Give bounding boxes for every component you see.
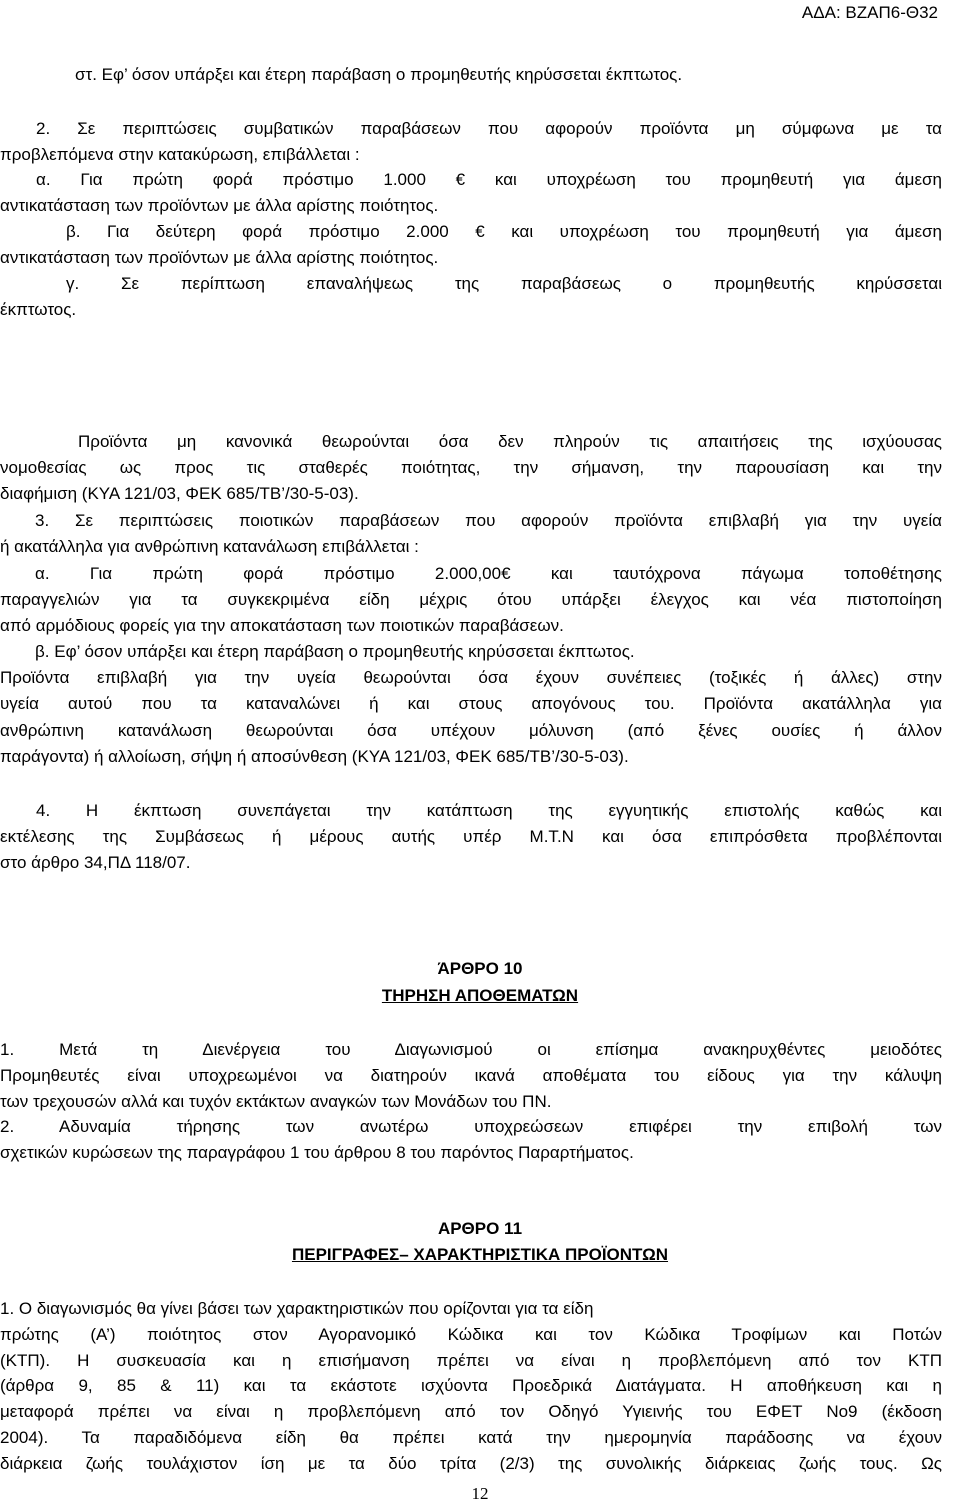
text-line: 1. Ο διαγωνισμός θα γίνει βάσει των χαρακτηριστικών που ορίζονται για τα είδη [0, 1299, 594, 1318]
text-line: (άρθρα 9, 85 & 11) και τα εκάστοτε ισχύοντα Προεδρικά Διατάγματα. Η αποθήκευση και η [0, 1376, 942, 1395]
page-number: 12 [471, 1484, 489, 1503]
text-line: α. Για πρώτη φορά πρόστιμο 2.000,00€ και ταυτόχρονα πάγωμα τοποθέτησης [35, 564, 942, 583]
text-line: υγεία αυτού που τα καταναλώνει ή και στους απογόνους του. Προϊόντα ακατάλληλα για [0, 694, 942, 713]
text-line: στο άρθρο 34,ΠΔ 118/07. [0, 853, 191, 872]
article-11-heading: ΑΡΘΡΟ 11 [437, 1219, 523, 1238]
article-10-title [0, 985, 960, 1007]
text-line: β. Εφ’ όσον υπάρξει και έτερη παράβαση ο προμηθευτής κηρύσσεται έκπτωτος. [35, 642, 635, 661]
text-line: διαφήμιση (ΚΥΑ 121/03, ΦΕΚ 685/ΤΒ’/30-5-03). [0, 484, 359, 503]
text-line: στ. Εφ’ όσον υπάρξει και έτερη παράβαση ο προμηθευτής κηρύσσεται έκπτωτος. [75, 65, 683, 84]
text-line: 2. Σε περιπτώσεις συμβατικών παραβάσεων που αφορούν προϊόντα μη σύμφωνα με τα [36, 119, 942, 138]
text-line: νομοθεσίας ως προς τις σταθερές ποιότητας, την σήμανση, την παρουσίαση και την [0, 458, 942, 477]
text-line: 2. Αδυναμία τήρησης των ανωτέρω υποχρεώσεων επιφέρει την επιβολή των [0, 1117, 942, 1136]
text-line: αντικατάσταση των προϊόντων με άλλα αρίστης ποιότητος. [0, 196, 439, 215]
text-line: έκπτωτος. [0, 300, 77, 319]
text-line: παραγγελιών για τα συγκεκριμένα είδη μέχρις ότου υπάρξει έλεγχος και νέα πιστοποίηση [0, 590, 942, 609]
text-line: α. Για πρώτη φορά πρόστιμο 1.000 € και υποχρέωση του προμηθευτή για άμεση [36, 170, 942, 189]
text-line: εκτέλεσης της Συμβάσεως ή μέρους αυτής υπέρ Μ.Τ.Ν και όσα επιπρόσθετα προβλέπονται [0, 827, 942, 846]
text-line: σχετικών κυρώσεων της παραγράφου 1 του άρθρου 8 του παρόντος Παραρτήματος. [0, 1143, 634, 1162]
text-line: γ. Σε περίπτωση επαναλήψεως της παραβάσεως ο προμηθευτής κηρύσσεται [66, 274, 942, 293]
article-11-title-text: ΠΕΡΙΓΡΑΦΕΣ– ΧΑΡΑΚΤΗΡΙΣΤΙΚΑ ΠΡΟΪΟΝΤΩΝ [291, 1245, 669, 1264]
text-line: 1. Μετά τη Διενέργεια του Διαγωνισμού οι επίσημα ανακηρυχθέντες μειοδότες [0, 1040, 942, 1059]
text-line: παράγοντα) ή αλλοίωση, σήψη ή αποσύνθεση (ΚΥΑ 121/03, ΦΕΚ 685/ΤΒ’/30-5-03). [0, 747, 629, 766]
text-line: Προϊόντα μη κανονικά θεωρούνται όσα δεν πληρούν τις απαιτήσεις της ισχύουσας [78, 432, 942, 451]
ada-reference: ΑΔΑ: ΒΖΑΠ6-Θ32 [801, 3, 938, 22]
text-line: (ΚΤΠ). Η συσκευασία και η επισήμανση πρέπει να είναι η προβλεπόμενη από τον ΚΤΠ [0, 1351, 942, 1370]
text-line: β. Για δεύτερη φορά πρόστιμο 2.000 € και υποχρέωση του προμηθευτή για άμεση [66, 222, 942, 241]
text-line: Προμηθευτές είναι υποχρεωμένοι να διατηρούν ικανά αποθέματα του είδους για την κάλυψη [0, 1066, 942, 1085]
text-line: Προϊόντα επιβλαβή για την υγεία θεωρούνται όσα έχουν συνέπειες (τοξικές ή άλλες) στην [0, 668, 942, 687]
text-line: πρώτης (Α’) ποιότητος στον Αγορανομικό Κώδικα και τον Κώδικα Τροφίμων και Ποτών [0, 1325, 942, 1344]
text-line: 3. Σε περιπτώσεις ποιοτικών παραβάσεων που αφορούν προϊόντα επιβλαβή για την υγεία [35, 511, 942, 530]
text-line: διάρκεια ζωής τουλάχιστον ίση με τα δύο τρίτα (2/3) της συνολικής διάρκειας ζωής τους. Ως [0, 1454, 942, 1473]
article-11-title [0, 1244, 960, 1266]
article-10-title-text: ΤΗΡΗΣΗ ΑΠΟΘΕΜΑΤΩΝ [381, 986, 579, 1005]
text-line: αντικατάσταση των προϊόντων με άλλα αρίστης ποιότητος. [0, 248, 439, 267]
article-10-heading: ΆΡΘΡΟ 10 [437, 959, 523, 978]
text-line: προβλεπόμενα στην κατακύρωση, επιβάλλεται : [0, 145, 360, 164]
text-line: 4. Η έκπτωση συνεπάγεται την κατάπτωση της εγγυητικής επιστολής καθώς και [36, 801, 942, 820]
text-line: από αρμόδιους φορείς για την αποκατάσταση των ποιοτικών παραβάσεων. [0, 616, 564, 635]
text-line: μεταφορά πρέπει να είναι η προβλεπόμενη από τον Οδηγό Υγιεινής του ΕΦΕΤ Νο9 (έκδοση [0, 1402, 942, 1421]
text-line: ανθρώπινη κατανάλωση θεωρούνται όσα υπέχουν μόλυνση (από ξένες ουσίες ή άλλον [0, 721, 942, 740]
text-line: των τρεχουσών αλλά και τυχόν εκτάκτων αναγκών των Μονάδων του ΠΝ. [0, 1092, 552, 1111]
text-line: ή ακατάλληλα για ανθρώπινη κατανάλωση επιβάλλεται : [0, 537, 419, 556]
text-line: 2004). Τα παραδιδόμενα είδη θα πρέπει κατά την ημερομηνία παράδοσης να έχουν [0, 1428, 942, 1447]
